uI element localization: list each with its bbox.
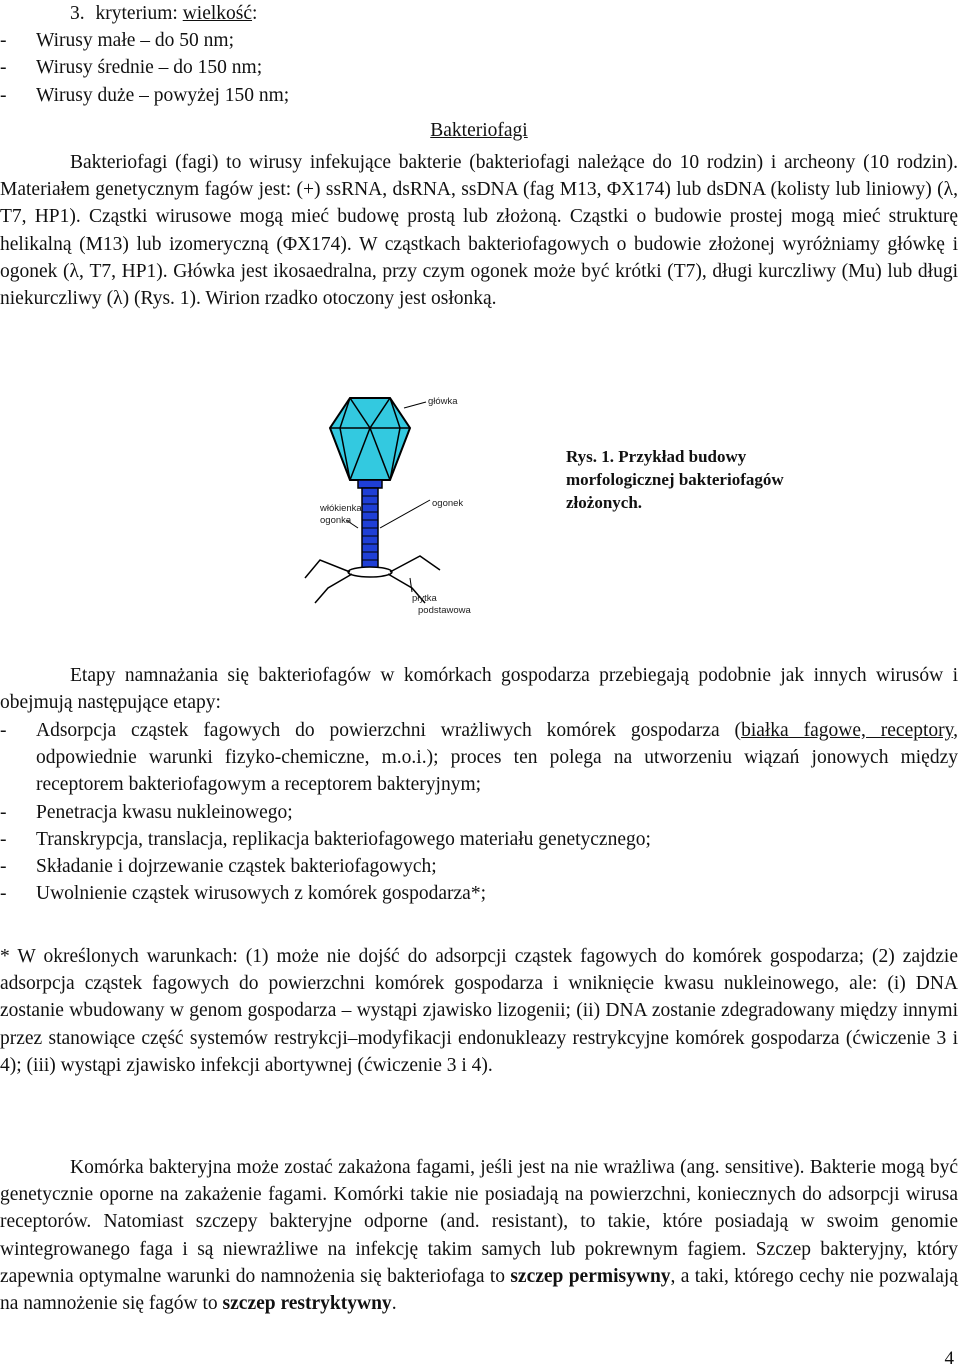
stages-list <box>0 717 958 907</box>
stages-intro: Etapy namnażania się bakteriofagów w komórkach gospodarza przebiegają podobnie jak innych wirusów i obejmują następujące etapy: <box>0 665 958 714</box>
label-tail: ogonek <box>432 498 464 509</box>
list-item: - Wirusy małe – do 50 nm; <box>0 30 234 52</box>
criterion-label: kryterium: <box>95 3 183 24</box>
criterion-label-underlined: wielkość <box>182 3 253 24</box>
underlined-term: białka fagowe, receptory <box>741 720 954 741</box>
list-item: - Wirusy średnie – do 150 nm; <box>0 57 263 79</box>
list-item: - Składanie i dojrzewanie cząstek bakteriofagowych; <box>0 856 437 878</box>
criterion-number: 3. <box>70 3 85 24</box>
list-item: - Penetracja kwasu nukleinowego; <box>0 801 293 823</box>
criterion-block <box>0 0 958 109</box>
criterion-heading: 3. kryterium: wielkość: <box>70 3 258 24</box>
page-number: 4 <box>944 1348 954 1369</box>
intro-paragraph: Bakteriofagi (fagi) to wirusy infekujące bakterie (bakteriofagi należące do 10 rodzin) i archeony (10 rodzin). Materiałem genetycznym fagów jest: (+) ssRNA, dsRNA, ssDNA (fag M13, ΦX174) lub dsDNA (kolisty lub liniowy) (λ, T7, HP1). Cząstki wirusowe mogą mieć budowę prostą lub złożoną. Cząstki o budowie prostej mogą mieć strukturę helikalną (M13) lub izomeryczną (ΦX174). W cząstkach bakteriofagowych o budowie złożonej wyróżniamy główkę i ogonek (λ, T7, HP1). Główka jest ikosaedralna, przy czym ogonek może być krótki (T7), długi kurczliwy (Mu) lub długi niekurczliwy (λ) (Rys. 1). Wirion rzadko otoczony jest osłonką. <box>0 152 958 310</box>
resistance-paragraph: Komórka bakteryjna może zostać zakażona fagami, jeśli jest na nie wrażliwa (ang. sensitive). Bakterie mogą być genetycznie oporne na zakażenie fagami. Komórki takie nie posiadają na powierzchni, koniecznych do adsorpcji wirusa receptorów. Natomiast szczepy bakteryjne odporne (and. resistant), to takie, które posiadają w swoim genomie wintegrowanego faga i są niewrażliwe na infekcję takim samych lub pokrewnym fagiem. Szczep bakteryjny, który zapewnia optymalne warunki do namnożenia się bakteriofaga to szczep permisywny, a taki, którego cechy nie pozwalają na namnożenie się fagów to szczep restryktywny. <box>0 1157 958 1315</box>
bacteriophage-figure <box>300 388 500 618</box>
label-plate-1: płytka <box>412 593 437 604</box>
section-title: Bakteriofagi <box>430 120 528 141</box>
label-plate-2: podstawowa <box>418 605 471 616</box>
list-item: - Uwolnienie cząstek wirusowych z komórek gospodarza*; <box>0 883 486 905</box>
list-item: - Wirusy duże – powyżej 150 nm; <box>0 84 290 106</box>
base-plate <box>348 567 392 577</box>
term-permissive: szczep permisywny <box>510 1265 671 1287</box>
figure-caption: Rys. 1. Przykład budowy morfologicznej bakteriofagów złożonych. <box>566 447 784 512</box>
label-fibers-2: ogonka <box>320 515 352 526</box>
size-list <box>0 27 958 109</box>
label-head: główka <box>428 396 458 407</box>
footnote-paragraph: * W określonych warunkach: (1) może nie dojść do adsorpcji cząstek fagowych do komórek gospodarza; (2) zajdzie adsorpcja cząstek fagowych do powierzchni komórek gospodarza i wniknięcie kwasu nukleinowego, ale: (i) DNA zostanie wbudowany w genom gospodarza – wystąpi zjawisko lizogenii; (ii) DNA zostanie zdegradowany między innymi przez stanowiące część systemów restrykcji–modyfikacji endonukleazy restrykcyjne komórek gospodarza (ćwiczenie 3 i 4); (iii) wystąpi zjawisko infekcji abortywnej (ćwiczenie 3 i 4). <box>0 946 958 1076</box>
term-restrictive: szczep restryktywny <box>222 1293 392 1315</box>
list-item: - Adsorpcja cząstek fagowych do powierzchni wrażliwych komórek gospodarza (białka fagowe, receptory, odpowiednie warunki fizyko-chemiczne, m.o.i.); proces ten polega na utworzeniu wiązań jonowych między receptorem bakteriofagowym a receptorem bakteryjnym; <box>0 720 958 796</box>
list-item: - Transkrypcja, translacja, replikacja bakteriofagowego materiału genetycznego; <box>0 828 651 850</box>
label-fibers-1: włókienka <box>320 503 362 514</box>
